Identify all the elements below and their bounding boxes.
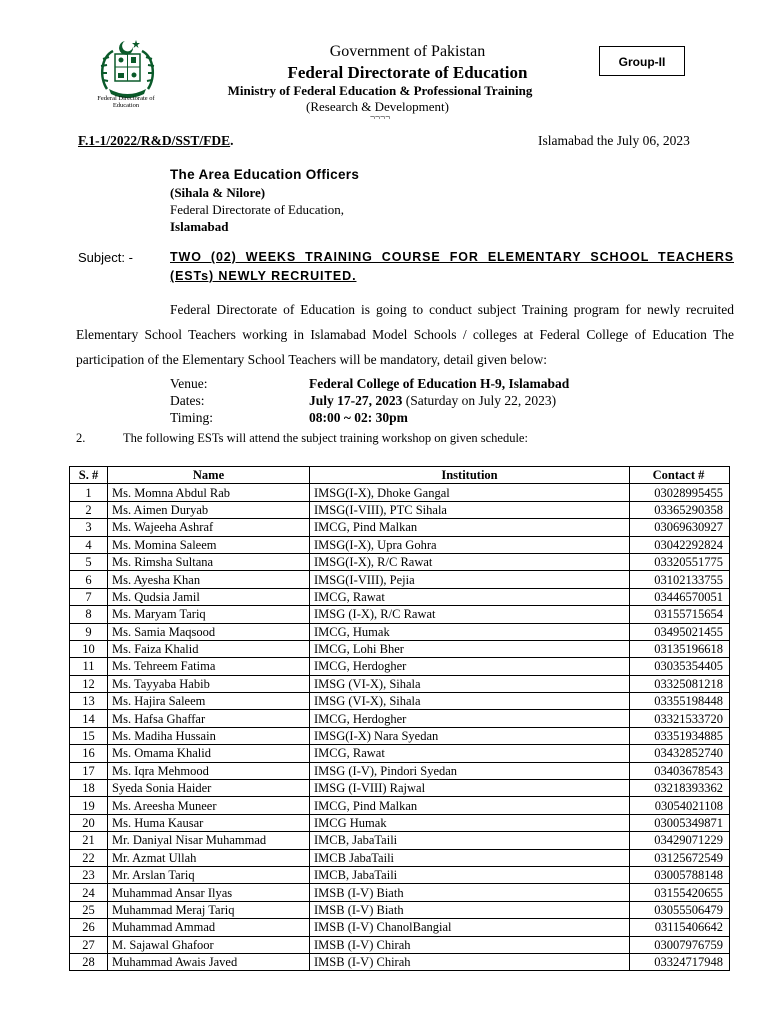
cell-name: Ms. Tehreem Fatima	[108, 658, 310, 675]
cell-serial: 10	[70, 640, 108, 657]
table-row	[70, 501, 730, 518]
cell-contact: 03355198448	[630, 693, 730, 710]
cell-name: Ms. Omama Khalid	[108, 745, 310, 762]
cell-serial: 16	[70, 745, 108, 762]
header-serial: S. #	[70, 467, 108, 484]
cell-name: Ms. Rimsha Sultana	[108, 553, 310, 570]
cell-institution: IMCG, Rawat	[310, 745, 630, 762]
reference-number	[78, 133, 234, 149]
cell-name: M. Sajawal Ghafoor	[108, 936, 310, 953]
table-row	[70, 519, 730, 536]
cell-serial: 14	[70, 710, 108, 727]
cell-institution: IMCG, Pind Malkan	[310, 797, 630, 814]
cell-institution: IMSB (I-V) Biath	[310, 901, 630, 918]
body-paragraph-text: Federal Directorate of Education is going to conduct subject Training program for newly recruited Elementary School Teachers working in Islamabad Model Schools / colleges at Federal College of Education The participation of the Elementary School Teachers will be mandatory, detail given below:	[76, 302, 734, 367]
addressee-city: Islamabad	[170, 219, 229, 234]
table-row	[70, 536, 730, 553]
table-row	[70, 640, 730, 657]
dates-note: (Saturday on July 22, 2023)	[402, 393, 557, 408]
cell-contact: 03429071229	[630, 832, 730, 849]
cell-institution: IMCG Humak	[310, 814, 630, 831]
subject-text: TWO (02) WEEKS TRAINING COURSE FOR ELEMENTARY SCHOOL TEACHERS (ESTs) NEWLY RECRUITED.	[170, 250, 734, 283]
cell-institution: IMSB (I-V) ChanolBangial	[310, 919, 630, 936]
dates-value-text: July 17-27, 2023	[309, 393, 403, 408]
addressee-title: The Area Education Officers	[170, 167, 360, 182]
table-row	[70, 797, 730, 814]
cell-serial: 11	[70, 658, 108, 675]
body-paragraph	[76, 297, 734, 372]
cell-name: Muhammad Awais Javed	[108, 953, 310, 970]
cell-contact: 03135196618	[630, 640, 730, 657]
cell-institution: IMSG (VI-X), Sihala	[310, 675, 630, 692]
table-row	[70, 901, 730, 918]
cell-institution: IMSG (I-VIII) Rajwal	[310, 780, 630, 797]
header-name: Name	[108, 467, 310, 484]
cell-serial: 22	[70, 849, 108, 866]
cell-institution: IMSB (I-V) Chirah	[310, 953, 630, 970]
cell-serial: 7	[70, 588, 108, 605]
cell-serial: 13	[70, 693, 108, 710]
cell-contact: 03005788148	[630, 866, 730, 883]
cell-institution: IMCG, Herdogher	[310, 710, 630, 727]
cell-serial: 21	[70, 832, 108, 849]
cell-institution: IMCG, Humak	[310, 623, 630, 640]
cell-contact: 03155715654	[630, 606, 730, 623]
cell-contact: 03007976759	[630, 936, 730, 953]
cell-institution: IMCG, Herdogher	[310, 658, 630, 675]
cell-institution: IMSB (I-V) Chirah	[310, 936, 630, 953]
subject-label: Subject: -	[78, 250, 133, 265]
est-table	[69, 466, 730, 971]
table-row	[70, 814, 730, 831]
cell-contact: 03042292824	[630, 536, 730, 553]
group-badge: Group-II	[599, 46, 685, 76]
cell-contact: 03320551775	[630, 553, 730, 570]
cell-serial: 6	[70, 571, 108, 588]
cell-institution: IMSG(I-X), Upra Gohra	[310, 536, 630, 553]
cell-contact: 03325081218	[630, 675, 730, 692]
cell-serial: 20	[70, 814, 108, 831]
cell-serial: 3	[70, 519, 108, 536]
government-title: Government of Pakistan	[329, 43, 486, 60]
cell-institution: IMSG (I-X), R/C Rawat	[310, 606, 630, 623]
cell-institution: IMCB, JabaTaili	[310, 866, 630, 883]
cell-contact: 03054021108	[630, 797, 730, 814]
venue-value	[309, 376, 569, 392]
cell-name: Mr. Arslan Tariq	[108, 866, 310, 883]
cell-institution: IMSG (I-V), Pindori Syedan	[310, 762, 630, 779]
cell-name: Ms. Areesha Muneer	[108, 797, 310, 814]
reference-number-suffix: .	[230, 133, 234, 148]
cell-name: Muhammad Ammad	[108, 919, 310, 936]
table-row	[70, 745, 730, 762]
paragraph-2-number: 2.	[76, 431, 86, 445]
cell-contact: 03055506479	[630, 901, 730, 918]
cell-contact: 03115406642	[630, 919, 730, 936]
table-row	[70, 658, 730, 675]
cell-serial: 5	[70, 553, 108, 570]
cell-serial: 9	[70, 623, 108, 640]
table-row	[70, 849, 730, 866]
paragraph-2-text: The following ESTs will attend the subject training workshop on given schedule:	[123, 431, 528, 445]
cell-institution: IMCG, Lohi Bher	[310, 640, 630, 657]
table-row	[70, 623, 730, 640]
table-row	[70, 553, 730, 570]
cell-name: Ms. Huma Kausar	[108, 814, 310, 831]
cell-serial: 4	[70, 536, 108, 553]
cell-institution: IMSG(I-X) Nara Syedan	[310, 727, 630, 744]
cell-contact: 03321533720	[630, 710, 730, 727]
header-marks: ¬¬¬¬	[369, 112, 391, 122]
cell-serial: 19	[70, 797, 108, 814]
cell-serial: 15	[70, 727, 108, 744]
timing-label: Timing:	[170, 410, 214, 425]
header-contact: Contact #	[630, 467, 730, 484]
cell-name: Muhammad Ansar Ilyas	[108, 884, 310, 901]
cell-name: Ms. Qudsia Jamil	[108, 588, 310, 605]
reference-number-text: F.1-1/2022/R&D/SST/FDE	[78, 133, 231, 148]
cell-serial: 25	[70, 901, 108, 918]
cell-institution: IMCG, Pind Malkan	[310, 519, 630, 536]
dates-label: Dates:	[170, 393, 205, 408]
wing-title: (Research & Development)	[306, 99, 449, 114]
cell-contact: 03102133755	[630, 571, 730, 588]
table-row	[70, 693, 730, 710]
table-row	[70, 484, 730, 501]
emblem-caption: Federal Directorate of Education	[97, 95, 155, 109]
cell-name: Ms. Madiha Hussain	[108, 727, 310, 744]
cell-serial: 23	[70, 866, 108, 883]
letter-date: Islamabad the July 06, 2023	[538, 133, 690, 148]
cell-name: Ms. Hajira Saleem	[108, 693, 310, 710]
cell-institution: IMSB (I-V) Biath	[310, 884, 630, 901]
cell-institution: IMSG(I-VIII), PTC Sihala	[310, 501, 630, 518]
cell-contact: 03155420655	[630, 884, 730, 901]
cell-name: Ms. Momina Saleem	[108, 536, 310, 553]
cell-contact: 03218393362	[630, 780, 730, 797]
table-row	[70, 936, 730, 953]
table-row	[70, 606, 730, 623]
directorate-title: Federal Directorate of Education	[287, 63, 528, 82]
cell-name: Ms. Hafsa Ghaffar	[108, 710, 310, 727]
cell-serial: 1	[70, 484, 108, 501]
cell-contact: 03324717948	[630, 953, 730, 970]
cell-contact: 03432852740	[630, 745, 730, 762]
cell-name: Syeda Sonia Haider	[108, 780, 310, 797]
cell-institution: IMSG(I-VIII), Pejia	[310, 571, 630, 588]
cell-name: Ms. Aimen Duryab	[108, 501, 310, 518]
cell-name: Muhammad Meraj Tariq	[108, 901, 310, 918]
cell-name: Ms. Wajeeha Ashraf	[108, 519, 310, 536]
cell-serial: 26	[70, 919, 108, 936]
table-row	[70, 884, 730, 901]
header-institution: Institution	[310, 467, 630, 484]
table-row	[70, 710, 730, 727]
dates-value	[309, 393, 556, 409]
cell-institution: IMSG(I-X), Dhoke Gangal	[310, 484, 630, 501]
timing-value-text: 08:00 ~ 02: 30pm	[309, 410, 408, 425]
table-row	[70, 762, 730, 779]
table-row	[70, 571, 730, 588]
cell-contact: 03069630927	[630, 519, 730, 536]
cell-serial: 8	[70, 606, 108, 623]
cell-contact: 03005349871	[630, 814, 730, 831]
cell-institution: IMSG(I-X), R/C Rawat	[310, 553, 630, 570]
cell-name: Ms. Ayesha Khan	[108, 571, 310, 588]
cell-contact: 03351934885	[630, 727, 730, 744]
cell-name: Mr. Azmat Ullah	[108, 849, 310, 866]
cell-contact: 03028995455	[630, 484, 730, 501]
table-row	[70, 953, 730, 970]
ministry-title: Ministry of Federal Education & Professional Training	[227, 83, 533, 98]
cell-serial: 24	[70, 884, 108, 901]
cell-name: Ms. Tayyaba Habib	[108, 675, 310, 692]
table-row	[70, 588, 730, 605]
cell-serial: 27	[70, 936, 108, 953]
timing-value	[309, 410, 408, 426]
cell-institution: IMCB JabaTaili	[310, 849, 630, 866]
table-row	[70, 832, 730, 849]
cell-institution: IMSG (VI-X), Sihala	[310, 693, 630, 710]
cell-contact: 03125672549	[630, 849, 730, 866]
cell-name: Ms. Faiza Khalid	[108, 640, 310, 657]
cell-name: Ms. Samia Maqsood	[108, 623, 310, 640]
cell-contact: 03403678543	[630, 762, 730, 779]
cell-institution: IMCB, JabaTaili	[310, 832, 630, 849]
table-row	[70, 675, 730, 692]
cell-serial: 12	[70, 675, 108, 692]
cell-name: Ms. Momna Abdul Rab	[108, 484, 310, 501]
addressee-area: (Sihala & Nilore)	[170, 185, 266, 200]
table-row	[70, 866, 730, 883]
table-row	[70, 727, 730, 744]
table-row	[70, 919, 730, 936]
cell-contact: 03035354405	[630, 658, 730, 675]
cell-contact: 03495021455	[630, 623, 730, 640]
cell-name: Ms. Maryam Tariq	[108, 606, 310, 623]
cell-contact: 03365290358	[630, 501, 730, 518]
cell-serial: 2	[70, 501, 108, 518]
cell-serial: 18	[70, 780, 108, 797]
venue-label: Venue:	[170, 376, 208, 391]
venue-value-text: Federal College of Education H-9, Islamabad	[309, 376, 570, 391]
cell-name: Mr. Daniyal Nisar Muhammad	[108, 832, 310, 849]
cell-contact: 03446570051	[630, 588, 730, 605]
table-header-row	[70, 467, 730, 484]
cell-name: Ms. Iqra Mehmood	[108, 762, 310, 779]
table-row	[70, 780, 730, 797]
cell-serial: 28	[70, 953, 108, 970]
cell-serial: 17	[70, 762, 108, 779]
cell-institution: IMCG, Rawat	[310, 588, 630, 605]
addressee-office: Federal Directorate of Education,	[170, 202, 344, 217]
